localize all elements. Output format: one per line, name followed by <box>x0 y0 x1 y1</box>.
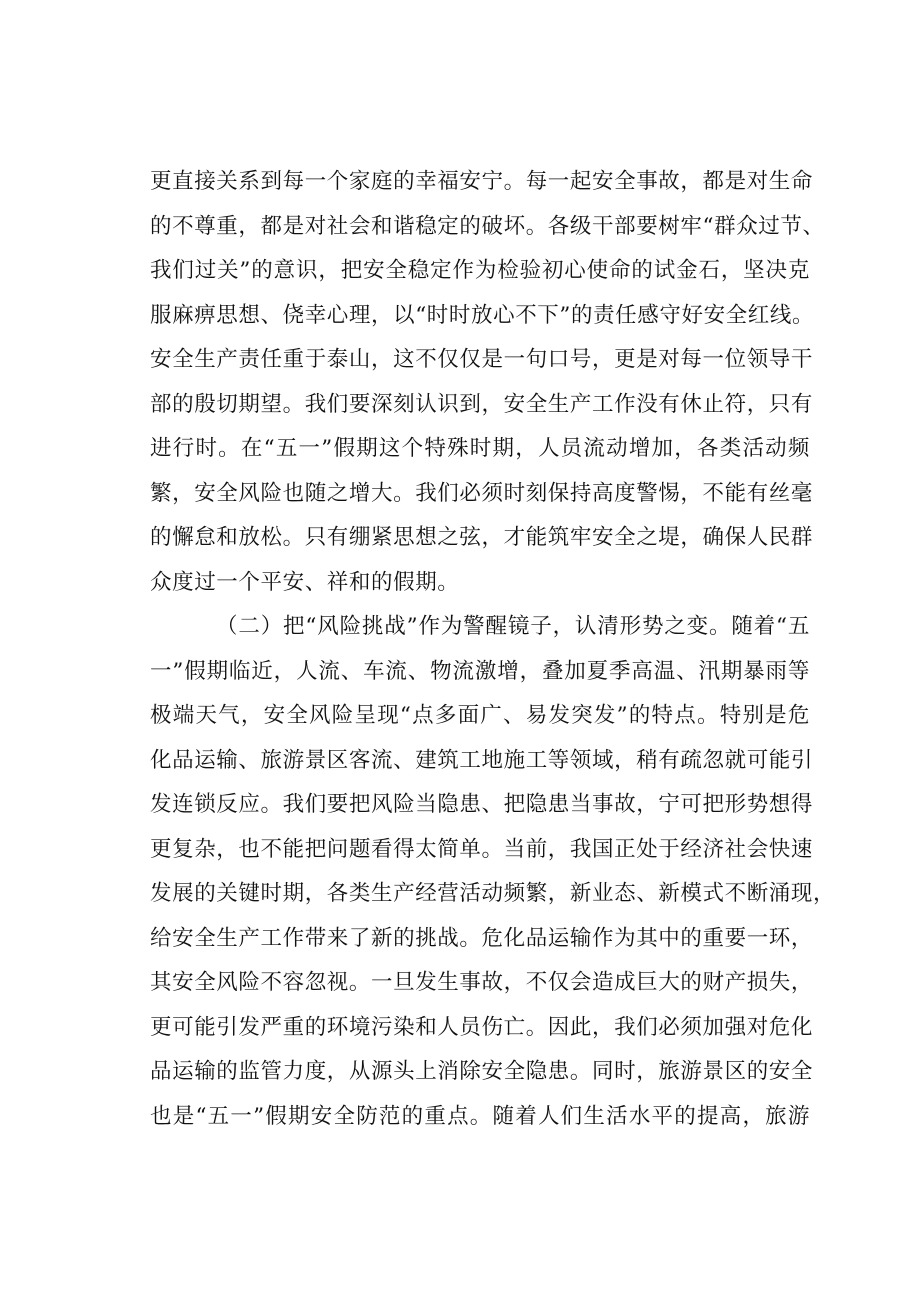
text-line: 更直接关系到每一个家庭的幸福安宁。每一起安全事故，都是对生命 <box>150 169 814 194</box>
text-line: 我们过关”的意识，把安全稳定作为检验初心使命的试金石，坚决克 <box>150 258 810 283</box>
text-line: 化品运输、旅游景区客流、建筑工地施工等领域，稍有疏忽就可能引 <box>150 747 814 773</box>
text-line: 部的殷切期望。我们要深刻认识到，安全生产工作没有休止符，只有 <box>150 391 814 417</box>
text-line: 也是“五一”假期安全防范的重点。随着人们生活水平的提高，旅游 <box>150 1103 810 1129</box>
text-line: 繁，安全风险也随之增大。我们必须时刻保持高度警惕，不能有丝毫 <box>150 480 814 506</box>
text-line: 的不尊重，都是对社会和谐稳定的破坏。各级干部要树牢“群众过节、 <box>150 213 825 239</box>
text-line: 安全生产责任重于泰山，这不仅仅是一句口号，更是对每一位领导干 <box>150 347 814 372</box>
text-line: 更复杂，也不能把问题看得太简单。当前，我国正处于经济社会快速 <box>150 836 814 862</box>
text-line: 其安全风险不容忽视。一旦发生事故，不仅会造成巨大的财产损失， <box>150 970 814 995</box>
text-line: 发连锁反应。我们要把风险当隐患、把隐患当事故，宁可把形势想得 <box>150 792 814 817</box>
text-line: 进行时。在“五一”假期这个特殊时期，人员流动增加，各类活动频 <box>150 436 810 461</box>
paragraph-end-line: 众度过一个平安、祥和的假期。 <box>150 569 460 595</box>
text-line: 极端天气，安全风险呈现“点多面广、易发突发”的特点。特别是危 <box>150 703 810 728</box>
body-text <box>150 160 836 1139</box>
text-line: 服麻痹思想、侥幸心理，以“时时放心不下”的责任感守好安全红线。 <box>150 302 815 328</box>
text-line: 品运输的监管力度，从源头上消除安全隐患。同时，旅游景区的安全 <box>150 1059 814 1084</box>
text-line: 一”假期临近，人流、车流、物流激增，叠加夏季高温、汛期暴雨等 <box>150 658 810 684</box>
text-line: 发展的关键时期，各类生产经营活动频繁，新业态、新模式不断涌现， <box>150 881 836 906</box>
text-line: 更可能引发严重的环境污染和人员伤亡。因此，我们必须加强对危化 <box>150 1014 814 1040</box>
section-heading-line: （二）把“风险挑战”作为警醒镜子，认清形势之变。随着“五 <box>216 614 810 639</box>
text-line: 的懈怠和放松。只有绷紧思想之弦，才能筑牢安全之堤，确保人民群 <box>150 525 814 550</box>
text-line: 给安全生产工作带来了新的挑战。危化品运输作为其中的重要一环， <box>150 925 814 951</box>
